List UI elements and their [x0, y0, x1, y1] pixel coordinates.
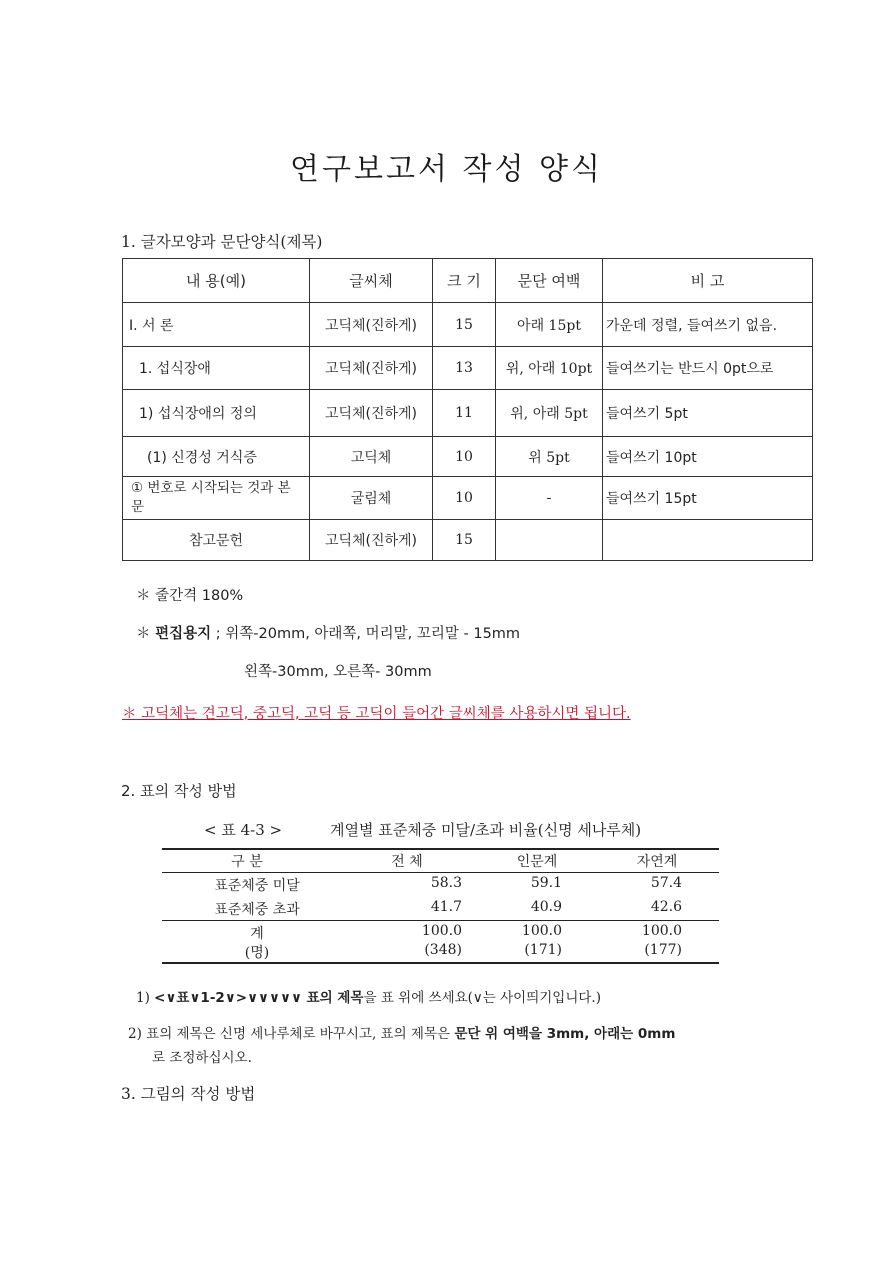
- paper-setup-note: [136, 622, 520, 643]
- format-table: [122, 258, 813, 561]
- table-caption-title: 계열별 표준체중 미달/초과 비율(신명 세나루체): [330, 821, 642, 839]
- gothic-font-note: ＊ 고딕체는 견고딕, 중고딕, 고딕 등 고딕이 들어간 글씨체를 사용하시면 됩니다.: [122, 706, 631, 722]
- cell-content: 1) 섭식장애의 정의: [123, 390, 310, 437]
- row-label: 표준체중 초과: [214, 902, 300, 918]
- cell-remarks: 가운데 정렬, 들여쓰기 없음.: [603, 303, 813, 347]
- header-paragraph-margin: 문단 여백: [496, 259, 603, 303]
- header-rule: [162, 872, 719, 873]
- cell-font: 굴림체: [310, 477, 433, 520]
- row-label: 표준체중 미달: [214, 878, 300, 894]
- table-row: [162, 899, 719, 919]
- section3-heading: 3. 그림의 작성 방법: [121, 1085, 256, 1103]
- stats-header-row: [162, 851, 719, 871]
- instruction-2-text: 2) 표의 제목은 신명 세나루체로 바꾸시고, 표의 제목은: [128, 1026, 455, 1042]
- paper-setup-note-line2: 왼쪽-30mm, 오른쪽- 30mm: [244, 664, 432, 680]
- cell-humanities: (171): [524, 942, 562, 958]
- table-row: [162, 942, 719, 962]
- bullet-asterisk-icon: ＊: [136, 626, 156, 642]
- cell-sciences: 100.0: [641, 923, 682, 939]
- cell-margin: [496, 520, 603, 561]
- row-label: 계: [250, 926, 264, 942]
- stats-header-category: 구 분: [231, 854, 263, 870]
- cell-font: 고딕체(진하게): [310, 303, 433, 347]
- instruction-2-bold: 문단 위 여백을 3mm, 아래는 0mm: [454, 1026, 676, 1042]
- cell-content: 참고문헌: [123, 520, 310, 561]
- cell-content: (1) 신경성 거식증: [123, 437, 310, 477]
- table-row: [123, 437, 813, 477]
- header-font: 글씨체: [310, 259, 433, 303]
- line-spacing-note: ＊ 줄간격 180%: [136, 588, 244, 604]
- row-label: (명): [244, 945, 270, 961]
- instruction-1-bold: <∨표∨1-2∨>∨∨∨∨∨ 표의 제목: [154, 990, 364, 1006]
- table-row: [123, 390, 813, 437]
- cell-size: 10: [433, 437, 496, 477]
- header-size: 크 기: [433, 259, 496, 303]
- cell-margin: -: [496, 477, 603, 520]
- cell-total: 41.7: [430, 899, 462, 915]
- instruction-1-text: 을 표 위에 쓰세요(∨는 사이띄기입니다.): [363, 990, 601, 1006]
- instruction-1-number: 1): [136, 990, 155, 1006]
- cell-total: (348): [424, 942, 462, 958]
- cell-sciences: 57.4: [650, 875, 682, 891]
- table-row: [162, 923, 719, 943]
- cell-margin: 아래 15pt: [496, 303, 603, 347]
- cell-remarks: 들여쓰기는 반드시 0pt으로: [603, 347, 813, 390]
- cell-content: ① 번호로 시작되는 것과 본문: [123, 477, 310, 520]
- section2-heading: 2. 표의 작성 방법: [121, 782, 237, 800]
- cell-content: Ⅰ. 서 론: [123, 303, 310, 347]
- cell-font: 고딕체(진하게): [310, 347, 433, 390]
- cell-humanities: 40.9: [530, 899, 562, 915]
- table-row: [123, 477, 813, 520]
- cell-total: 58.3: [430, 875, 462, 891]
- cell-total: 100.0: [421, 923, 462, 939]
- total-rule: [162, 920, 719, 921]
- cell-font: 고딕체: [310, 437, 433, 477]
- document-title: 연구보고서 작성 양식: [290, 152, 603, 187]
- cell-size: 10: [433, 477, 496, 520]
- cell-margin: 위, 아래 5pt: [496, 390, 603, 437]
- cell-size: 13: [433, 347, 496, 390]
- cell-remarks: [603, 520, 813, 561]
- cell-remarks: 들여쓰기 5pt: [603, 390, 813, 437]
- instruction-2: [128, 1022, 788, 1070]
- section1-heading: 1. 글자모양과 문단양식(제목): [121, 233, 323, 251]
- stats-header-total: 전 체: [391, 854, 423, 870]
- table-top-rule: [162, 848, 719, 850]
- cell-size: 11: [433, 390, 496, 437]
- cell-remarks: 들여쓰기 10pt: [603, 437, 813, 477]
- cell-humanities: 100.0: [521, 923, 562, 939]
- table-caption-label: < 표 4-3 >: [204, 821, 283, 839]
- cell-size: 15: [433, 520, 496, 561]
- table-row: [162, 875, 719, 895]
- paper-setup-text: ; 위쪽-20mm, 아래쪽, 머리말, 꼬리말 - 15mm: [211, 626, 521, 642]
- cell-font: 고딕체(진하게): [310, 520, 433, 561]
- table-bottom-rule: [162, 962, 719, 964]
- table-row: [123, 347, 813, 390]
- table-row: [123, 520, 813, 561]
- cell-margin: 위 5pt: [496, 437, 603, 477]
- instruction-2-rest: 로 조정하십시오.: [152, 1050, 252, 1066]
- header-content: 내 용(예): [123, 259, 310, 303]
- cell-size: 15: [433, 303, 496, 347]
- stats-header-humanities: 인문계: [516, 854, 558, 870]
- cell-margin: 위, 아래 10pt: [496, 347, 603, 390]
- table-row: [123, 303, 813, 347]
- cell-humanities: 59.1: [530, 875, 562, 891]
- header-remarks: 비 고: [603, 259, 813, 303]
- instruction-1: [136, 986, 601, 1006]
- stats-header-sciences: 자연계: [636, 854, 678, 870]
- cell-sciences: 42.6: [650, 899, 682, 915]
- paper-setup-label: 편집용지: [155, 626, 212, 642]
- cell-remarks: 들여쓰기 15pt: [603, 477, 813, 520]
- cell-content: 1. 섭식장애: [123, 347, 310, 390]
- cell-sciences: (177): [644, 942, 682, 958]
- cell-font: 고딕체(진하게): [310, 390, 433, 437]
- format-table-header-row: [123, 259, 813, 303]
